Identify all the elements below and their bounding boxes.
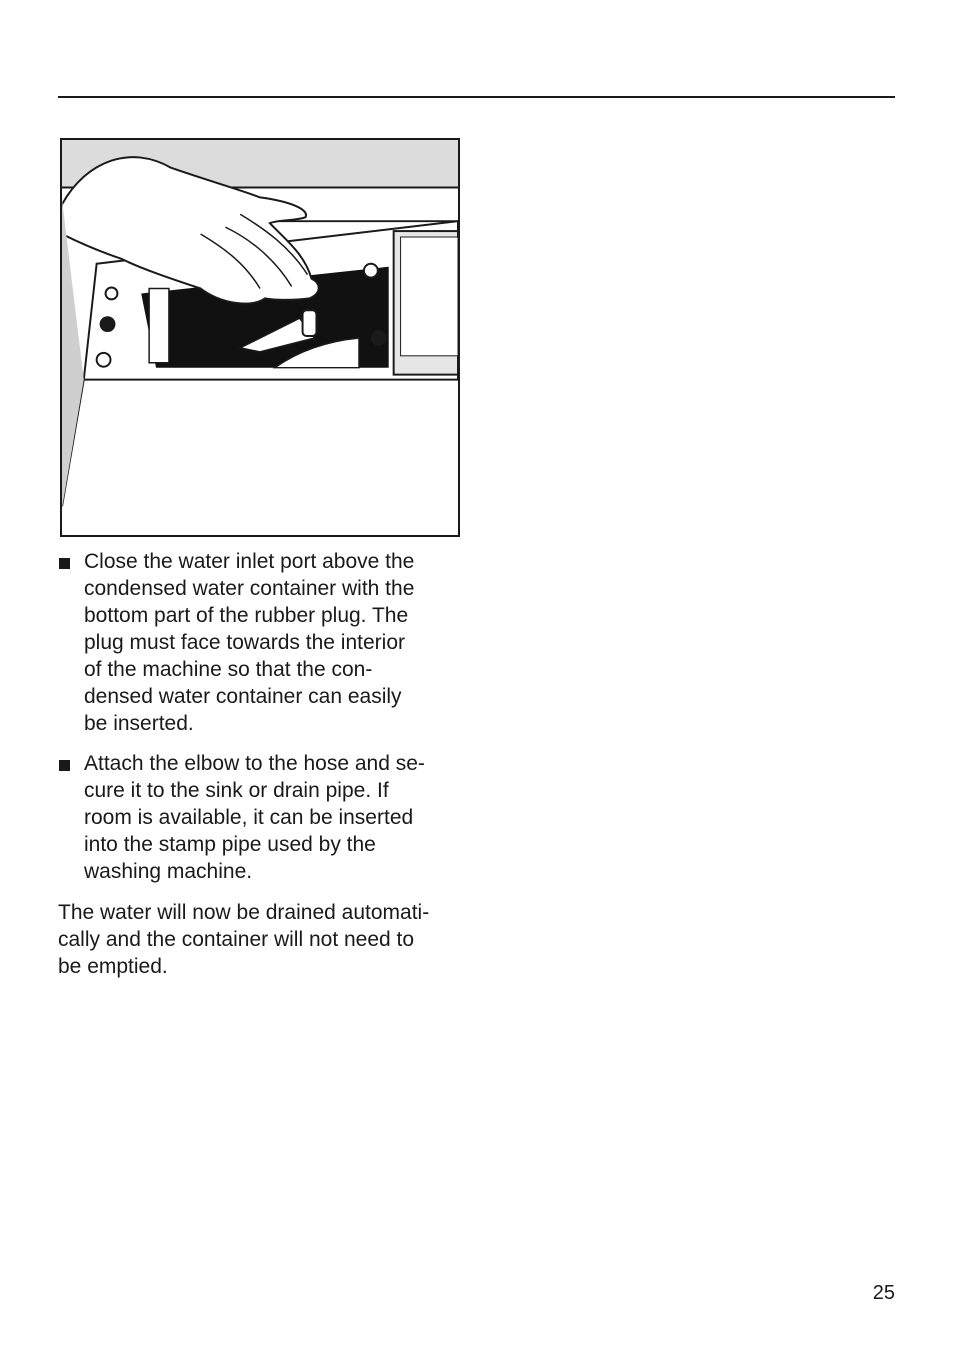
screw-icon (100, 316, 116, 332)
instruction-text: Attach the elbow to the hose and se- cure it to the sink or drain pipe. If room is available, it can be inserted into the stamp pipe used by the washing machine. (84, 752, 425, 883)
square-bullet-icon (59, 760, 70, 771)
square-bullet-icon (59, 558, 70, 569)
screw-icon (371, 330, 387, 346)
side-rail (149, 288, 169, 362)
instruction-text: Close the water inlet port above the condensed water container with the bottom part of the rubber plug. The plug must face towards the interior of the machine so that the con- densed water container can easily be inserted. (84, 550, 415, 735)
list-item (58, 548, 463, 737)
list-item (58, 750, 463, 885)
rubber-plug (303, 310, 317, 336)
header-rule (58, 96, 895, 98)
page-number: 25 (872, 1282, 895, 1304)
screw-icon (97, 353, 111, 367)
screw-icon (106, 288, 118, 300)
illustration-hand-closing-inlet-port (60, 138, 460, 537)
instruction-list (58, 548, 463, 898)
illustration-drawing (62, 140, 458, 535)
screw-icon (364, 264, 378, 278)
drainage-note: The water will now be drained automati- cally and the container will not need to be emptied. (58, 901, 430, 978)
